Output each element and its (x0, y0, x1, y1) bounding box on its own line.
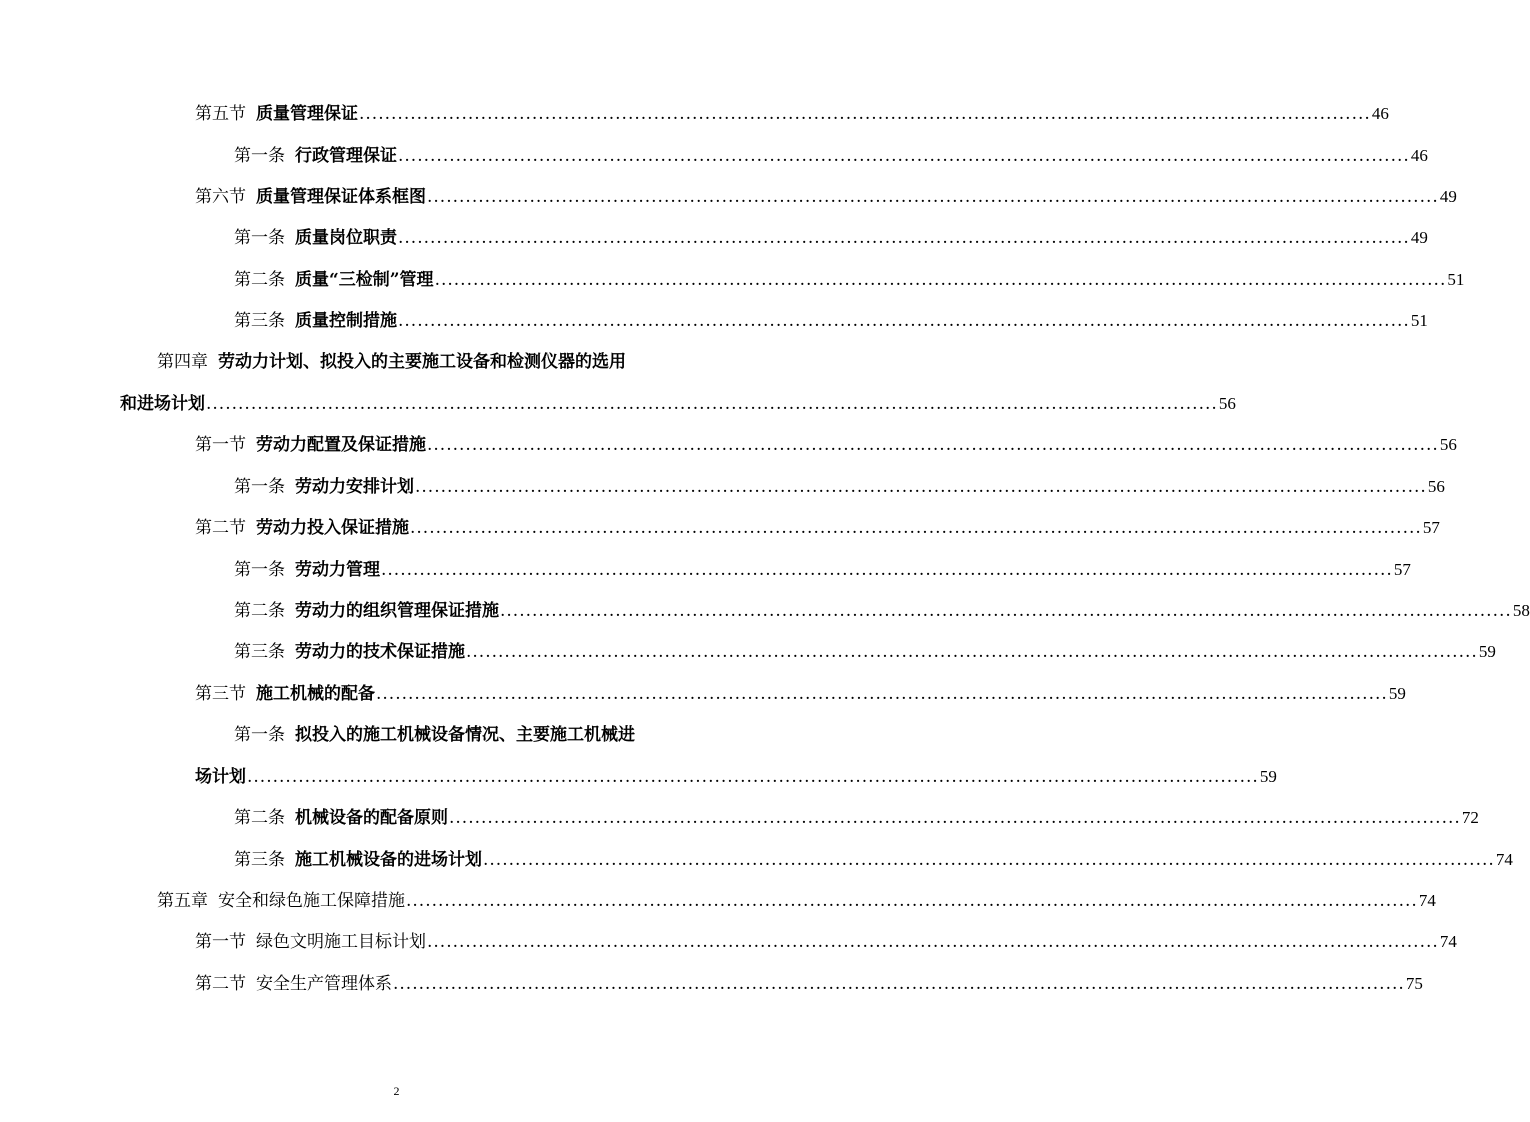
toc-entry-line1[interactable] (234, 725, 635, 745)
toc-entry-prefix: 第三条 (234, 311, 285, 331)
toc-entry-title: 拟投入的施工机械设备情况、主要施工机械进 (295, 725, 635, 745)
toc-entry-page: 57 (1393, 560, 1411, 579)
toc-entry-page: 49 (1439, 187, 1457, 206)
toc-entry-prefix: 第一条 (234, 228, 285, 248)
toc-entry-prefix: 第五节 (195, 104, 246, 124)
toc-entry[interactable] (195, 757, 1277, 787)
toc-entry-prefix: 第一条 (234, 560, 285, 580)
dot-leader: .............................................................................................................................................................. (398, 311, 1410, 331)
toc-entry-page: 59 (1388, 684, 1406, 703)
dot-leader: .............................................................................................................................................................. (376, 684, 1388, 704)
toc-entry-title: 质量“三检制”管理 (295, 270, 434, 290)
dot-leader: .............................................................................................................................................................. (359, 104, 1371, 124)
dot-leader: .............................................................................................................................................................. (427, 435, 1439, 455)
toc-entry-page: 56 (1427, 477, 1445, 496)
toc-entry[interactable] (195, 674, 1406, 704)
toc-entry[interactable] (195, 922, 1457, 952)
toc-entry-page: 74 (1439, 932, 1457, 951)
toc-entry-prefix: 第二节 (195, 518, 246, 538)
toc-entry-page: 49 (1410, 228, 1428, 247)
toc-entry-prefix: 第四章 (157, 352, 208, 372)
toc-entry-title: 劳动力计划、拟投入的主要施工设备和检测仪器的选用 (218, 352, 626, 372)
toc-entry[interactable] (234, 467, 1445, 497)
dot-leader: .............................................................................................................................................................. (206, 394, 1218, 414)
toc-entry-title: 绿色文明施工目标计划 (256, 932, 426, 952)
toc-entry[interactable] (195, 964, 1423, 994)
dot-leader: .............................................................................................................................................................. (393, 974, 1405, 994)
toc-entry-page: 56 (1439, 435, 1457, 454)
toc-entry-page: 59 (1259, 767, 1277, 786)
toc-entry-title: 劳动力安排计划 (295, 477, 414, 497)
toc-entry-page: 56 (1218, 394, 1236, 413)
toc-entry-prefix: 第三节 (195, 684, 246, 704)
toc-entry-prefix: 第一条 (234, 477, 285, 497)
toc-entry[interactable] (234, 591, 1530, 621)
toc-entry[interactable] (234, 260, 1465, 290)
toc-entry-prefix: 第五章 (157, 891, 208, 911)
toc-entry-title: 劳动力的技术保证措施 (295, 642, 465, 662)
dot-leader: .............................................................................................................................................................. (410, 518, 1422, 538)
toc-entry-prefix: 第二条 (234, 270, 285, 290)
toc-entry[interactable] (195, 508, 1440, 538)
toc-entry-page: 75 (1405, 974, 1423, 993)
toc-entry-title: 劳动力投入保证措施 (256, 518, 409, 538)
toc-entry-page: 51 (1447, 270, 1465, 289)
toc-entry-prefix: 第二条 (234, 808, 285, 828)
toc-entry-title: 质量控制措施 (295, 311, 397, 331)
toc-entry-page: 74 (1418, 891, 1436, 910)
toc-entry[interactable] (195, 177, 1457, 207)
toc-entry[interactable] (234, 840, 1513, 870)
toc-entry-title: 质量管理保证体系框图 (256, 187, 426, 207)
toc-entry-title: 劳动力的组织管理保证措施 (295, 601, 499, 621)
toc-entry-title: 安全和绿色施工保障措施 (218, 891, 405, 911)
toc-entry-title: 行政管理保证 (295, 146, 397, 166)
toc-entry-title: 施工机械设备的进场计划 (295, 850, 482, 870)
dot-leader: .............................................................................................................................................................. (398, 228, 1410, 248)
toc-entry[interactable] (234, 301, 1428, 331)
toc-entry-prefix: 第一条 (234, 725, 285, 745)
dot-leader: .............................................................................................................................................................. (466, 642, 1478, 662)
toc-entry[interactable] (234, 136, 1428, 166)
dot-leader: .............................................................................................................................................................. (500, 601, 1512, 621)
dot-leader: .............................................................................................................................................................. (398, 146, 1410, 166)
toc-entry-title: 质量岗位职责 (295, 228, 397, 248)
toc-entry-page: 74 (1495, 850, 1513, 869)
toc-entry-page: 51 (1410, 311, 1428, 330)
toc-entry-page: 72 (1461, 808, 1479, 827)
dot-leader: .............................................................................................................................................................. (381, 560, 1393, 580)
toc-entry[interactable] (195, 94, 1389, 124)
toc-entry-page: 58 (1512, 601, 1530, 620)
toc-entry[interactable] (234, 218, 1428, 248)
toc-entry-prefix: 第二条 (234, 601, 285, 621)
toc-entry-page: 46 (1410, 146, 1428, 165)
toc-entry-title: 劳动力配置及保证措施 (256, 435, 426, 455)
toc-entry-title: 质量管理保证 (256, 104, 358, 124)
toc-entry[interactable] (195, 425, 1457, 455)
toc-entry-page: 46 (1371, 104, 1389, 123)
toc-entry-prefix: 第一节 (195, 435, 246, 455)
dot-leader: .............................................................................................................................................................. (427, 187, 1439, 207)
toc-entry-prefix: 第三条 (234, 642, 285, 662)
toc-entry[interactable] (234, 632, 1496, 662)
toc-entry-prefix: 第三条 (234, 850, 285, 870)
toc-entry-continuation: 和进场计划 (120, 394, 205, 414)
toc-entry-prefix: 第二节 (195, 974, 246, 994)
toc-entry-title: 机械设备的配备原则 (295, 808, 448, 828)
toc-entry-prefix: 第一节 (195, 932, 246, 952)
toc-entry-prefix: 第六节 (195, 187, 246, 207)
toc-entry[interactable] (234, 550, 1411, 580)
toc-entry-continuation: 场计划 (195, 767, 246, 787)
toc-entry[interactable] (120, 384, 1236, 414)
dot-leader: .............................................................................................................................................................. (427, 932, 1439, 952)
toc-entry-title: 安全生产管理体系 (256, 974, 392, 994)
dot-leader: .............................................................................................................................................................. (415, 477, 1427, 497)
dot-leader: .............................................................................................................................................................. (483, 850, 1495, 870)
toc-entry-page: 59 (1478, 642, 1496, 661)
toc-entry-prefix: 第一条 (234, 146, 285, 166)
toc-entry-chapter-line1[interactable] (157, 352, 626, 372)
toc-entry[interactable] (234, 798, 1479, 828)
dot-leader: .............................................................................................................................................................. (406, 891, 1418, 911)
toc-entry-title: 施工机械的配备 (256, 684, 375, 704)
footer-page-number: 2 (393, 1084, 400, 1098)
toc-entry-page: 57 (1422, 518, 1440, 537)
dot-leader: .............................................................................................................................................................. (449, 808, 1461, 828)
dot-leader: .............................................................................................................................................................. (434, 270, 1447, 290)
toc-entry[interactable] (157, 881, 1436, 911)
toc-entry-title: 劳动力管理 (295, 560, 380, 580)
dot-leader: .............................................................................................................................................................. (247, 767, 1259, 787)
